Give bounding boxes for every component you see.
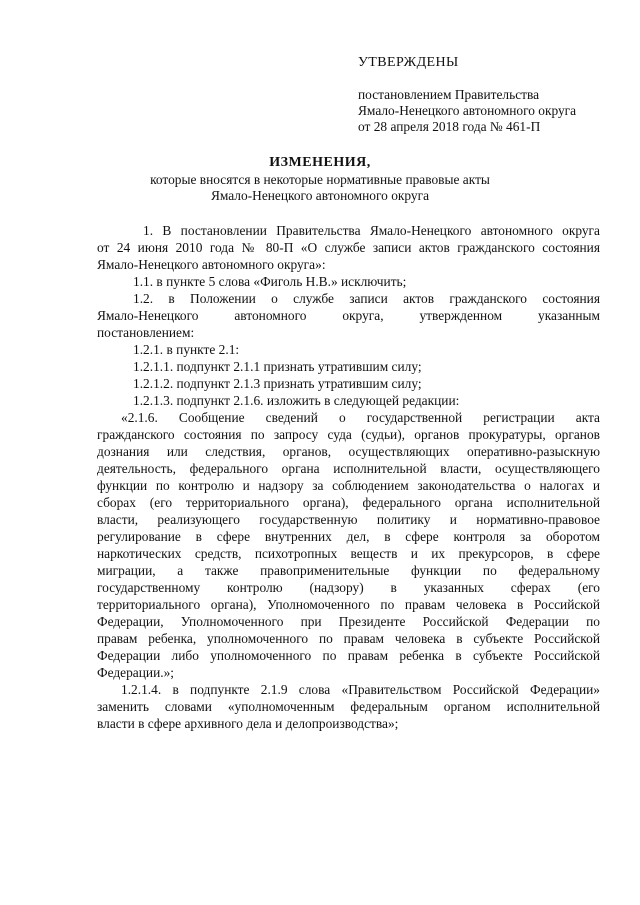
body-line: Федерации либо уполномоченного по правам ребенка в субъекте Российской xyxy=(97,648,600,663)
body-line: гражданского состояния по запросу суда (судьи), органов прокуратуры, органов xyxy=(97,427,600,442)
body-line: 1.1. в пункте 5 слова «Фиголь Н.В.» исключить; xyxy=(133,274,407,289)
body-line: «2.1.6. Сообщение сведений о государственной регистрации акта xyxy=(121,410,600,425)
approval-title: УТВЕРЖДЕНЫ xyxy=(358,55,459,70)
heading-title: ИЗМЕНЕНИЯ, xyxy=(269,155,371,170)
body-line: правам ребенка, уполномоченного по правам человека в субъекте Российской xyxy=(97,631,600,646)
body-line: наркотических средств, психотропных веществ и их прекурсоров, в сфере xyxy=(97,546,600,561)
document-body xyxy=(97,222,600,732)
body-line: 1.2.1.1. подпункт 2.1.1 признать утратившим силу; xyxy=(133,359,422,374)
body-line: 1.2.1.3. подпункт 2.1.6. изложить в следующей редакции: xyxy=(133,393,460,408)
body-line: заменить словами «уполномоченным федеральным органом исполнительной xyxy=(97,699,600,714)
approval-line: постановлением Правительства xyxy=(358,87,540,102)
approval-block xyxy=(358,54,628,135)
body-line: Ямало-Ненецкого автономного округа, утвержденном указанным xyxy=(97,308,600,323)
body-line: от 24 июня 2010 года № 80-П «О службе записи актов гражданского состояния xyxy=(97,240,600,255)
body-line: 1.2. в Положении о службе записи актов гражданского состояния xyxy=(133,291,600,306)
body-line: территориального органа), Уполномоченного по правам человека в Российской xyxy=(97,597,600,612)
approval-line: от 28 апреля 2018 года № 461-П xyxy=(358,119,541,134)
body-line: 1.2.1.4. в подпункте 2.1.9 слова «Правительством Российской Федерации» xyxy=(121,682,600,697)
body-line: функции по контролю и надзору за соблюдением законодательства о налогах и xyxy=(97,478,600,493)
approval-line: Ямало-Ненецкого автономного округа xyxy=(358,103,577,118)
body-line: сборах (его территориального органа), федерального органа исполнительной xyxy=(97,495,600,510)
body-line: Ямало-Ненецкого автономного округа»: xyxy=(97,257,326,272)
document-heading xyxy=(90,154,550,204)
body-line: миграции, а также правоприменительные функции по федеральному xyxy=(97,563,600,578)
body-line: постановлением: xyxy=(97,325,195,340)
body-line: Федерации.»; xyxy=(97,665,175,680)
heading-subtitle-line: которые вносятся в некоторые нормативные правовые акты xyxy=(150,172,490,187)
body-line: власти, реализующего государственную политику и нормативно-правовое xyxy=(97,512,600,527)
body-line: государственному контролю (надзору) в указанных сферах (его xyxy=(97,580,600,595)
body-line: 1.2.1. в пункте 2.1: xyxy=(133,342,240,357)
body-line: деятельность, федерального органа исполнительной власти, осуществляющего xyxy=(97,461,600,476)
body-line: дознания или следствия, органов, осуществляющих оперативно-разыскную xyxy=(97,444,600,459)
body-line: регулирование в сфере внутренних дел, в сфере контроля за оборотом xyxy=(97,529,600,544)
body-line: Федерации, Уполномоченного при Президенте Российской Федерации по xyxy=(97,614,600,629)
body-line: 1. В постановлении Правительства Ямало-Ненецкого автономного округа xyxy=(143,223,600,238)
body-line: 1.2.1.2. подпункт 2.1.3 признать утратившим силу; xyxy=(133,376,422,391)
body-line: власти в сфере архивного дела и делопроизводства»; xyxy=(97,716,399,731)
heading-subtitle-line: Ямало-Ненецкого автономного округа xyxy=(210,188,430,203)
